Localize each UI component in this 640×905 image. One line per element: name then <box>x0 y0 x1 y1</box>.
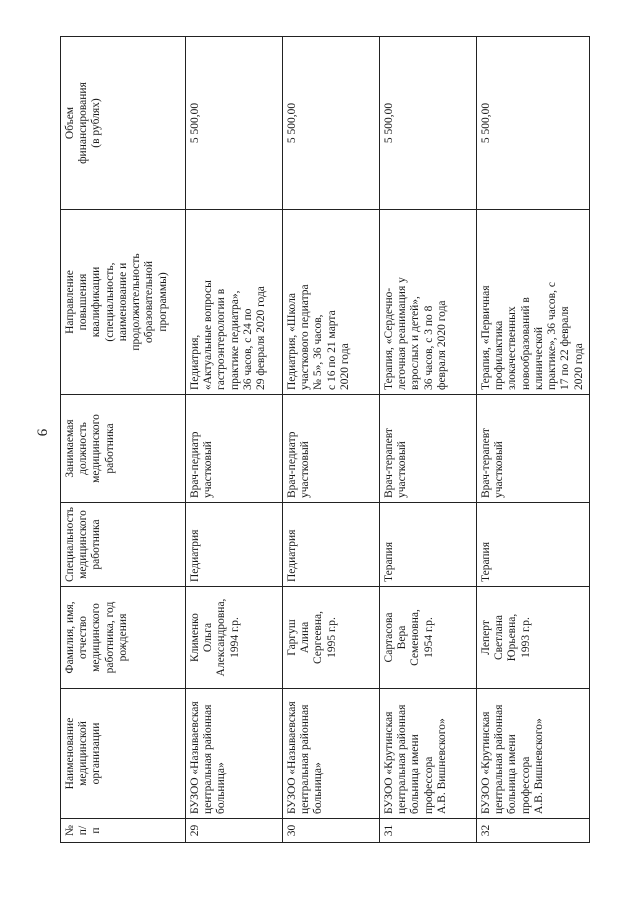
header-num: № п/п <box>61 819 186 843</box>
row-direction: Педиатрия, «Актуальные вопросы гастроэнтерологии в практике педиатра», 36 часов, с 24 по 29 февраля 2020 года <box>186 210 283 395</box>
header-organization: Наименование медицинской организации <box>61 689 186 819</box>
table-row <box>283 37 380 843</box>
row-direction: Педиатрия, «Школа участкового педиатра № 5», 36 часов, с 16 по 21 марта 2020 года <box>283 210 380 395</box>
header-name: Фамилия, имя, отчество медицинского работника, год рождения <box>61 587 186 689</box>
row-num: 30 <box>283 819 380 843</box>
row-direction: Терапия, «Сердечно- легочная реанимация у взрослых и детей», 36 часов, с 3 по 8 февраля 2020 года <box>380 210 477 395</box>
row-specialty: Терапия <box>380 503 477 587</box>
row-organization: БУЗОО «Называевская центральная районная больница» <box>283 689 380 819</box>
row-position: Врач-педиатр участковый <box>283 395 380 503</box>
header-specialty: Специальность медицинского работника <box>61 503 186 587</box>
row-funding: 5 500,00 <box>380 37 477 210</box>
row-specialty: Педиатрия <box>186 503 283 587</box>
row-num: 31 <box>380 819 477 843</box>
row-name: Сартасова Вера Семеновна, 1954 г.р. <box>380 587 477 689</box>
row-name: Клименко Ольга Александровна, 1994 г.р. <box>186 587 283 689</box>
row-funding: 5 500,00 <box>477 37 590 210</box>
qualification-table <box>60 36 590 843</box>
row-organization: БУЗОО «Крутинская центральная районная больница имени профессора А.В. Вишневского» <box>477 689 590 819</box>
table-header-row <box>61 37 186 843</box>
table-row <box>186 37 283 843</box>
row-num: 29 <box>186 819 283 843</box>
row-name: Гаргуш Алина Сергеевна, 1995 г.р. <box>283 587 380 689</box>
table-row <box>477 37 590 843</box>
header-funding: Объем финансирования (в рублях) <box>61 37 186 210</box>
row-direction: Терапия, «Первичная профилактика злокачественных новообразований в клинической практике», 36 часов, с 17 по 22 февраля 2020 года <box>477 210 590 395</box>
row-organization: БУЗОО «Крутинская центральная районная больница имени профессора А.В. Вишневского» <box>380 689 477 819</box>
row-name: Леперт Светлана Юрьевна, 1993 г.р. <box>477 587 590 689</box>
row-funding: 5 500,00 <box>283 37 380 210</box>
page-number: 9 <box>33 428 50 437</box>
row-organization: БУЗОО «Называевская центральная районная больница» <box>186 689 283 819</box>
row-specialty: Терапия <box>477 503 590 587</box>
row-position: Врач-педиатр участковый <box>186 395 283 503</box>
header-direction: Направление повышения квалификации (специальность, наименование и продолжительность образовательной программы) <box>61 210 186 395</box>
row-num: 32 <box>477 819 590 843</box>
row-position: Врач-терапевт участковый <box>477 395 590 503</box>
row-position: Врач-терапевт участковый <box>380 395 477 503</box>
rotated-table-container <box>60 37 585 843</box>
table-row <box>380 37 477 843</box>
row-funding: 5 500,00 <box>186 37 283 210</box>
header-position: Занимаемая должность медицинского работника <box>61 395 186 503</box>
row-specialty: Педиатрия <box>283 503 380 587</box>
document-table-area <box>60 37 585 843</box>
